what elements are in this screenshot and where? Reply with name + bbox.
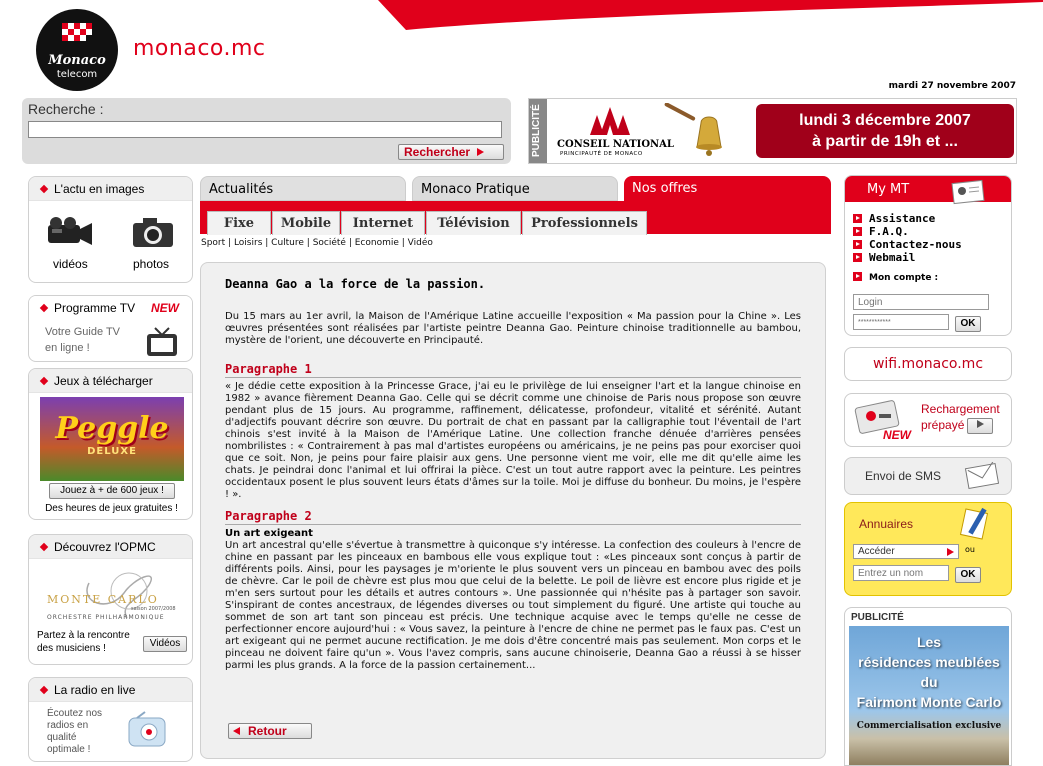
radio-line2: radios en — [47, 720, 89, 731]
ad-line2: à partir de 19h et ... — [812, 133, 958, 150]
paragraph-2-title: Paragraphe 2 — [225, 509, 801, 525]
videos-link[interactable]: vidéos — [53, 257, 88, 271]
login-input[interactable] — [853, 294, 989, 310]
radio-box — [28, 677, 193, 762]
category-sport[interactable]: Sport — [201, 238, 226, 248]
arrow-icon — [853, 214, 862, 223]
tab-nos-offres[interactable] — [624, 176, 831, 201]
ad-side-label: PUBLICITÉ — [531, 104, 542, 157]
sms-label: Envoi de SMS — [865, 469, 942, 483]
subtab-television[interactable]: Télévision — [426, 211, 521, 235]
diamond-icon — [40, 377, 48, 385]
peggle-subtitle: DELUXE — [87, 446, 137, 457]
logo-text-monaco: Monaco — [48, 53, 106, 68]
back-button[interactable] — [228, 723, 312, 739]
arrow-icon — [853, 227, 862, 236]
subtab-fixe[interactable]: Fixe — [207, 211, 271, 235]
arrow-right-icon — [477, 148, 484, 156]
category-economie[interactable]: Economie — [354, 238, 399, 248]
ad-date-panel — [756, 104, 1014, 158]
paragraph-2-subtitle: Un art exigeant — [225, 528, 313, 539]
category-societe[interactable]: Société — [312, 238, 346, 248]
television-icon — [145, 324, 179, 361]
tab-actualites[interactable] — [200, 176, 406, 201]
id-card-icon — [951, 178, 987, 209]
recharge-line2: prépayé — [921, 418, 965, 432]
arrow-icon — [853, 253, 862, 262]
new-badge: NEW — [151, 301, 179, 315]
opmc-line2: des musiciens ! — [37, 643, 106, 654]
tv-title: Programme TV — [54, 301, 136, 315]
arrow-icon — [853, 272, 862, 281]
current-date: mardi 27 novembre 2007 — [888, 81, 1016, 91]
ad-brand-sub: PRINCIPAUTÉ DE MONACO — [560, 151, 643, 157]
link-assistance-label: Assistance — [869, 212, 936, 225]
diamond-icon — [40, 543, 48, 551]
paragraph-2-text: Un art ancestral qu'elle s'évertue à transmettre à quiconque s'y intéresse. La confection des couleurs à l'encre de chine en passant par les pinceaux en bambous elle vous explique tout : «Les pinceaux sont conçus à partir de différents poils. Ainsi, pour les paysages je m'oriente le plus souvent vers un pinceau en bambou avec des poils de chèvre. Car le poil de chèvre est plus mou que celui de la belette. Le poil de lièvre est encore plus rigide et je m'en sers surtout pour les détails et autres contours ». Une passionnée qui n'hésite pas à partager son savoir. S'inspirant de contes ancestraux, de légendes diverses ou tout simplement du figuré. Une artiste qui touche au sommet de son art tant son pinceau est précis. Une technique acquise avec le temps qu'elle ne cesse de perfectionner encore aujourd'hui : « Vous savez, la peinture à l'encre de chine ne permet pas le faux pas. C'est un art exigeant qui ne permet aucune rectification. Je me dois d'être concentré mais pas seulement. Mon corps et le pinceau ne doivent faire qu'un ». Vous l'avez compris, sans aucune chinoiserie, Deanna Gao a réussi à se hisser parmi les plus grands. A la force de la passion certainement... — [225, 540, 801, 671]
search-label: Recherche : — [28, 101, 104, 117]
programme-tv-box[interactable] — [28, 295, 193, 362]
search-panel — [22, 98, 511, 164]
category-video[interactable]: Vidéo — [407, 238, 433, 248]
password-input[interactable] — [853, 314, 949, 330]
sms-box[interactable] — [844, 457, 1012, 495]
photos-link[interactable]: photos — [133, 257, 170, 271]
right-ad-line1: Les — [916, 634, 942, 650]
category-links: Sport | Loisirs | Culture | Société | Economie | Vidéo — [201, 238, 433, 248]
opmc-logo-season: saison 2007/2008 — [131, 606, 176, 612]
arrow-right-icon — [977, 420, 984, 428]
right-ad-label: PUBLICITÉ — [851, 612, 904, 623]
jeux-title: Jeux à télécharger — [54, 374, 153, 388]
radio-line3: qualité — [47, 732, 77, 743]
jeux-button[interactable]: Jouez à + de 600 jeux ! — [49, 483, 175, 499]
opmc-logo[interactable] — [39, 563, 187, 625]
photo-camera-icon[interactable] — [131, 215, 175, 252]
subtab-professionnels[interactable]: Professionnels — [522, 211, 647, 235]
jeux-header[interactable] — [29, 369, 192, 393]
radio-title: La radio en live — [54, 683, 136, 697]
search-button[interactable] — [398, 144, 504, 160]
ad-side-strip — [529, 99, 547, 163]
right-ad-line5: Commercialisation exclusive — [856, 721, 1002, 731]
tv-line2: en ligne ! — [45, 342, 90, 354]
right-ad-box[interactable] — [844, 607, 1012, 766]
opmc-line1: Partez à la rencontre — [37, 630, 130, 641]
opmc-header[interactable] — [29, 535, 192, 559]
back-button-label: Retour — [248, 724, 287, 738]
tab-monaco-pratique[interactable] — [412, 176, 618, 201]
opmc-videos-button[interactable]: Vidéos — [143, 636, 187, 652]
radio-icon[interactable] — [127, 710, 167, 753]
account-label — [853, 272, 938, 283]
peggle-title: Peggle — [55, 411, 169, 446]
diamond-icon — [40, 304, 48, 312]
article-panel — [200, 262, 826, 759]
article-title: Deanna Gao a la force de la passion. — [225, 277, 486, 291]
category-loisirs[interactable]: Loisirs — [233, 238, 263, 248]
arrow-right-icon — [947, 548, 954, 556]
article-intro: Du 15 mars au 1er avril, la Maison de l'Amérique Latine accueille l'exposition « Ma passion pour la Chine ». Les œuvres présentées sont réalisées par l'artiste peintre Deanna Gao. Peinture chinoise traditionnelle au bambou, mystère de l'orient, une découverte en Principauté. — [225, 311, 801, 346]
recharge-box[interactable] — [844, 393, 1012, 447]
link-webmail-label: Webmail — [869, 251, 916, 264]
recharge-line1: Rechargement — [921, 402, 1000, 416]
conseil-national-emblem-icon — [585, 105, 635, 140]
tab-nos-offres-label: Nos offres — [632, 181, 698, 196]
login-ok-button[interactable]: OK — [955, 316, 981, 332]
jeux-caption: Des heures de jeux gratuites ! — [45, 503, 178, 514]
bell-icon — [659, 103, 739, 164]
ad-brand: CONSEIL NATIONAL — [557, 139, 674, 150]
right-ad-line2: résidences meublées — [858, 654, 1000, 670]
link-webmail[interactable] — [853, 251, 962, 264]
link-faq-label: F.A.Q. — [869, 225, 909, 238]
link-assistance[interactable] — [853, 212, 962, 225]
tab-monaco-pratique-label: Monaco Pratique — [421, 182, 530, 197]
monaco-telecom-logo[interactable] — [36, 9, 118, 91]
header-red-swoosh — [378, 0, 1043, 30]
wifi-label: wifi.monaco.mc — [872, 356, 984, 372]
annuaires-ok-button[interactable]: OK — [955, 567, 981, 583]
link-contact[interactable] — [853, 238, 962, 251]
search-button-label: Rechercher — [404, 145, 471, 159]
top-ad-banner[interactable] — [528, 98, 1017, 164]
subtab-mobile[interactable]: Mobile — [272, 211, 340, 235]
opmc-box — [28, 534, 193, 665]
envelope-icon — [963, 462, 1001, 495]
actu-header[interactable] — [29, 177, 192, 201]
annuaires-box — [844, 502, 1012, 596]
wifi-box[interactable] — [844, 347, 1012, 381]
opmc-logo-sub: ORCHESTRE PHILHARMONIQUE — [47, 614, 165, 621]
tv-line1: Votre Guide TV — [45, 326, 121, 338]
logo-checker-icon — [58, 17, 96, 50]
annuaires-ou: ou — [965, 545, 975, 554]
link-faq[interactable] — [853, 225, 962, 238]
mymt-links — [853, 212, 962, 264]
recharge-arrow-button[interactable] — [967, 418, 993, 434]
site-name[interactable]: monaco.mc — [133, 36, 266, 61]
mymt-header[interactable] — [845, 176, 1012, 202]
annuaires-select-label: Accéder — [858, 546, 895, 557]
actu-title: L'actu en images — [54, 182, 145, 196]
pencil-book-icon — [959, 505, 993, 546]
video-camera-icon[interactable] — [44, 215, 96, 252]
tab-actualites-label: Actualités — [209, 182, 274, 197]
annuaires-title: Annuaires — [859, 517, 914, 531]
mymt-title: My MT — [867, 182, 910, 197]
search-input[interactable] — [28, 121, 502, 138]
account-label-text: Mon compte : — [869, 273, 939, 283]
right-ad-line4: Fairmont Monte Carlo — [856, 694, 1002, 710]
radio-line1: Écoutez nos — [47, 708, 103, 719]
jeux-box — [28, 368, 193, 520]
arrow-left-icon — [233, 727, 240, 735]
opmc-title: Découvrez l'OPMC — [54, 540, 156, 554]
annuaires-name-input[interactable] — [853, 565, 949, 581]
paragraph-1-title: Paragraphe 1 — [225, 362, 801, 378]
radio-header[interactable] — [29, 678, 192, 702]
subtab-internet[interactable]: Internet — [341, 211, 425, 235]
category-culture[interactable]: Culture — [271, 238, 304, 248]
mymt-box — [844, 175, 1012, 336]
link-contact-label: Contactez-nous — [869, 238, 962, 251]
recharge-new-badge: NEW — [883, 428, 911, 442]
right-ad-line3: du — [920, 674, 938, 690]
right-ad-image — [849, 626, 1009, 766]
paragraph-1-text: « Je dédie cette exposition à la Princesse Grace, j'ai eu le privilège de lui enseigner l'art et la langue chinoise en 1982 » avance fièrement Deanna Gao. Celle qui se décrit comme une chinoise de Paris nous propose son œuvre pendant plus de 15 jours. Au programme, raffinement, délicatesse, profondeur, vitalité et sérénité. Autant d'adjectifs pouvant décrire son œuvre. Du portrait de chat en passant par la calligraphie tout l'éventail de l'art chinois s'est invité à la Maison de l'Amérique Latine. Une collection franche dénuée d'arrières pensées nombrilistes : « Contrairement à pas mal d'artistes européens ou américains, je ne peins pas pour exorciser quoi que ce soit. Non, je peins pour faire plaisir aux gens. Une personne vient me voir, elle me dit qu'elle aime les chats. Je peindrai donc l'animal et lui offrirai la pièce. C'est un tout autre rapport avec la peinture. Les peintres occidentaux posent le plus souvent leurs états d'âmes sur la toile. Moi je diffuse du bonheur. Du moins, je l'espère ! ». — [225, 381, 801, 500]
annuaires-select[interactable] — [853, 544, 959, 559]
logo-text-telecom: telecom — [56, 69, 98, 80]
opmc-logo-text: MONTE CARLO — [47, 593, 159, 606]
peggle-game-image[interactable] — [40, 397, 184, 481]
arrow-icon — [853, 240, 862, 249]
diamond-icon — [40, 686, 48, 694]
actu-images-box — [28, 176, 193, 283]
ad-line1: lundi 3 décembre 2007 — [799, 112, 971, 129]
radio-line4: optimale ! — [47, 744, 91, 755]
diamond-icon — [40, 185, 48, 193]
